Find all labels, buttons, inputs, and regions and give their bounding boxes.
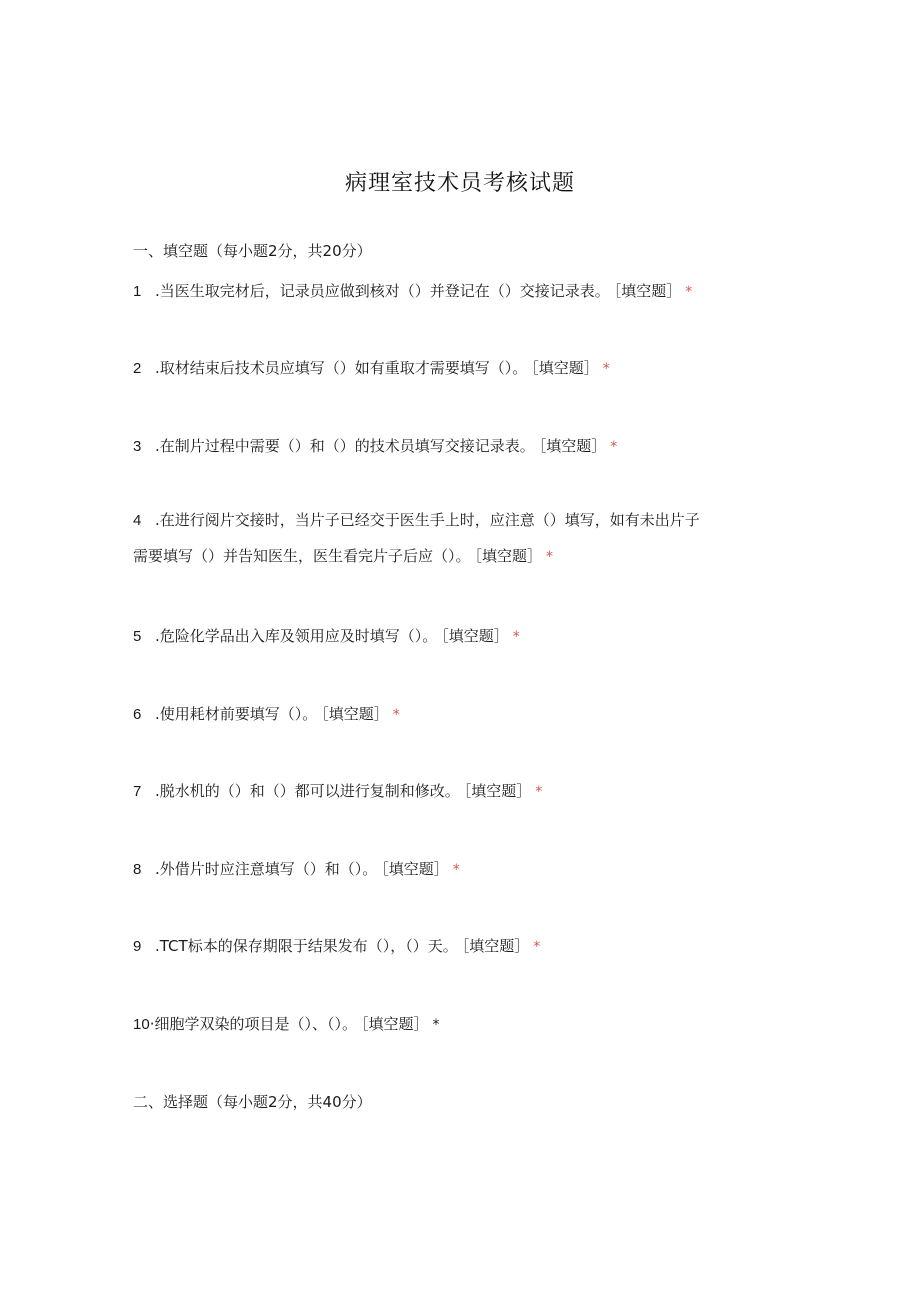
required-star-icon: * <box>685 284 693 300</box>
question-5 <box>133 626 520 647</box>
required-star-icon: * <box>602 361 610 377</box>
question-number: 6 <box>133 706 142 723</box>
question-4-continued <box>133 546 553 567</box>
question-text-continued: 需要填写（）并告知医生，医生看完片子后应（）。 <box>133 547 471 565</box>
question-type-tag: ［填空题］ <box>538 437 607 455</box>
question-number: 10 <box>133 1016 150 1033</box>
question-1 <box>133 281 692 302</box>
question-type-tag: ［填空题］ <box>360 1015 429 1033</box>
required-star-icon: * <box>392 707 400 723</box>
question-number: 9 <box>133 938 142 955</box>
question-number: 2 <box>133 360 142 377</box>
question-text: .使用耗材前要填写（）。 <box>155 705 318 723</box>
question-text: .当医生取完材后，记录员应做到核对（）并登记在（）交接记录表。 <box>155 282 610 300</box>
question-type-tag: ［填空题］ <box>321 705 389 723</box>
required-star-icon: * <box>546 549 554 565</box>
required-star-icon: * <box>535 784 543 800</box>
question-text: .取材结束后技术员应填写（）如有重取才需要填写（）。 <box>155 359 528 377</box>
question-type-tag: ［填空题］ <box>613 282 682 300</box>
question-type-tag: ［填空题］ <box>531 359 599 377</box>
required-star-icon: * <box>512 629 520 645</box>
question-10 <box>133 1014 439 1035</box>
question-type-tag: ［填空题］ <box>441 627 509 645</box>
question-7 <box>133 781 542 802</box>
question-number: 1 <box>133 283 142 300</box>
question-4 <box>133 510 700 531</box>
question-text: .在制片过程中需要（）和（）的技术员填写交接记录表。 <box>155 437 535 455</box>
question-9 <box>133 936 540 957</box>
question-6 <box>133 704 400 725</box>
required-star-icon: * <box>452 862 460 878</box>
page-title: 病理室技术员考核试题 <box>344 171 575 196</box>
question-text: .TCT标本的保存期限于结果发布（），（）天。 <box>155 937 458 955</box>
section1-heading: 一、填空题（每小题2分，共20分） <box>133 242 372 260</box>
section2-heading: 二、选择题（每小题2分，共40分） <box>133 1093 372 1111</box>
question-text: .危险化学品出入库及领用应及时填写（）。 <box>155 627 438 645</box>
question-3 <box>133 436 617 457</box>
question-number: 5 <box>133 628 142 645</box>
question-2 <box>133 358 610 379</box>
required-star-icon: * <box>610 439 618 455</box>
question-type-tag: ［填空题］ <box>461 937 530 955</box>
question-type-tag: ［填空题］ <box>474 547 543 565</box>
required-star-icon: * <box>533 939 541 955</box>
question-number: 4 <box>133 512 142 529</box>
question-text: .在进行阅片交接时，当片子已经交于医生手上时，应注意（）填写，如有未出片子 <box>155 511 700 529</box>
question-number: 8 <box>133 861 142 878</box>
question-number: 3 <box>133 438 142 455</box>
question-text: .外借片时应注意填写（）和（）。 <box>155 860 378 878</box>
question-text: ·细胞学双染的项目是（）、（）。 <box>149 1015 357 1033</box>
question-text: .脱水机的（）和（）都可以进行复制和修改。 <box>155 782 460 800</box>
question-number: 7 <box>133 783 142 800</box>
question-type-tag: ［填空题］ <box>381 860 449 878</box>
required-star-icon: * <box>432 1017 440 1033</box>
question-type-tag: ［填空题］ <box>463 782 532 800</box>
question-8 <box>133 859 460 880</box>
